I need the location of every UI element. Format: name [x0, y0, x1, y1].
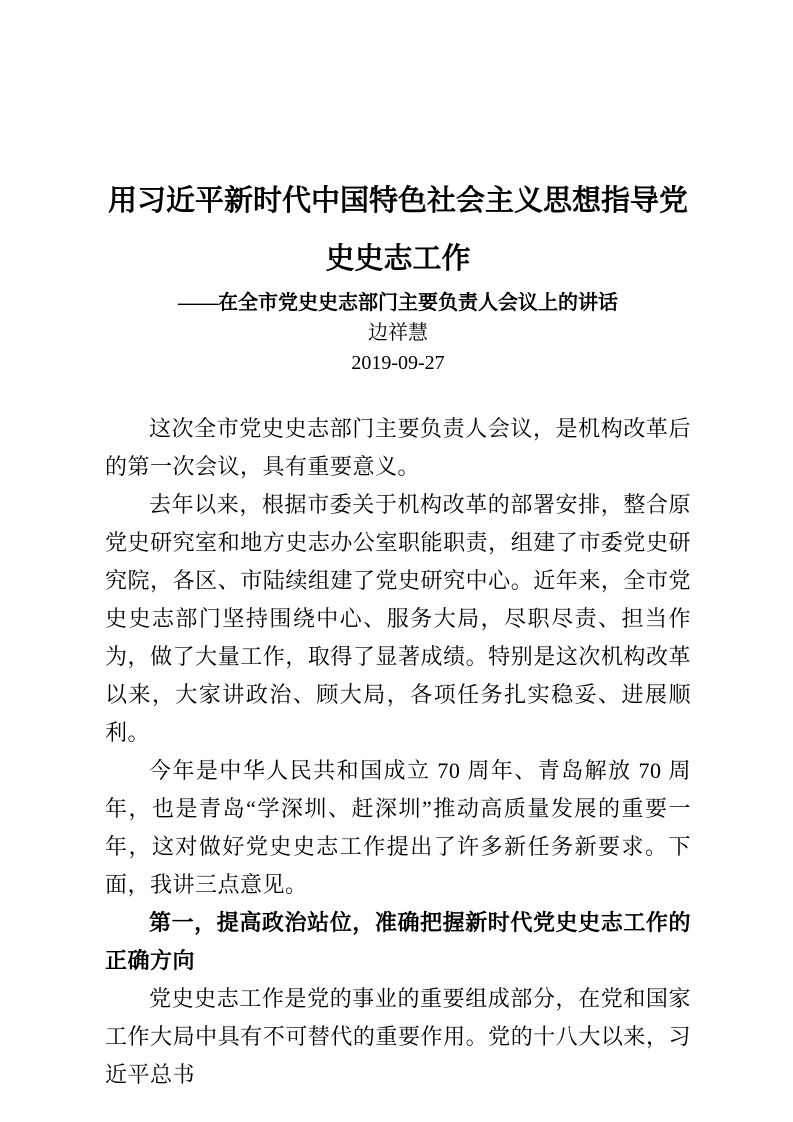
paragraph-reform-review: 去年以来，根据市委关于机构改革的部署安排，整合原党史研究室和地方史志办公室职能职责，组建了市委党史研究院，各区、市陆续组建了党史研究中心。近年来，全市党史史志部门坚持围绕中心、服务大局，尽职尽责、担当作为，做了大量工作，取得了显著成绩。特别是这次机构改革以来，大家讲政治、顾大局，各项任务扎实稳妥、进展顺利。 [105, 492, 691, 745]
document-subtitle: ——在全市党史史志部门主要负责人会议上的讲话 [178, 292, 618, 314]
paragraph-party-history-role: 党史史志工作是党的事业的重要组成部分，在党和国家工作大局中具有不可替代的重要作用。党的十八大以来，习近平总书 [105, 986, 691, 1087]
document-author: 边祥慧 [368, 322, 428, 344]
paragraph-intro: 这次全市党史史志部门主要负责人会议，是机构改革后的第一次会议，具有重要意义。 [105, 416, 691, 479]
document-body [105, 410, 691, 1094]
paragraph-anniversary: 今年是中华人民共和国成立 70 周年、青岛解放 70 周年，也是青岛“学深圳、赶深圳”推动高质量发展的重要一年，这对做好党史史志工作提出了许多新任务新要求。下面，我讲三点意见。 [105, 758, 691, 897]
document-date: 2019-09-27 [351, 352, 445, 374]
section-heading-first-point: 第一，提高政治站位，准确把握新时代党史史志工作的正确方向 [105, 910, 691, 973]
document-title: 用习近平新时代中国特色社会主义思想指导党史史志工作 [107, 185, 688, 275]
